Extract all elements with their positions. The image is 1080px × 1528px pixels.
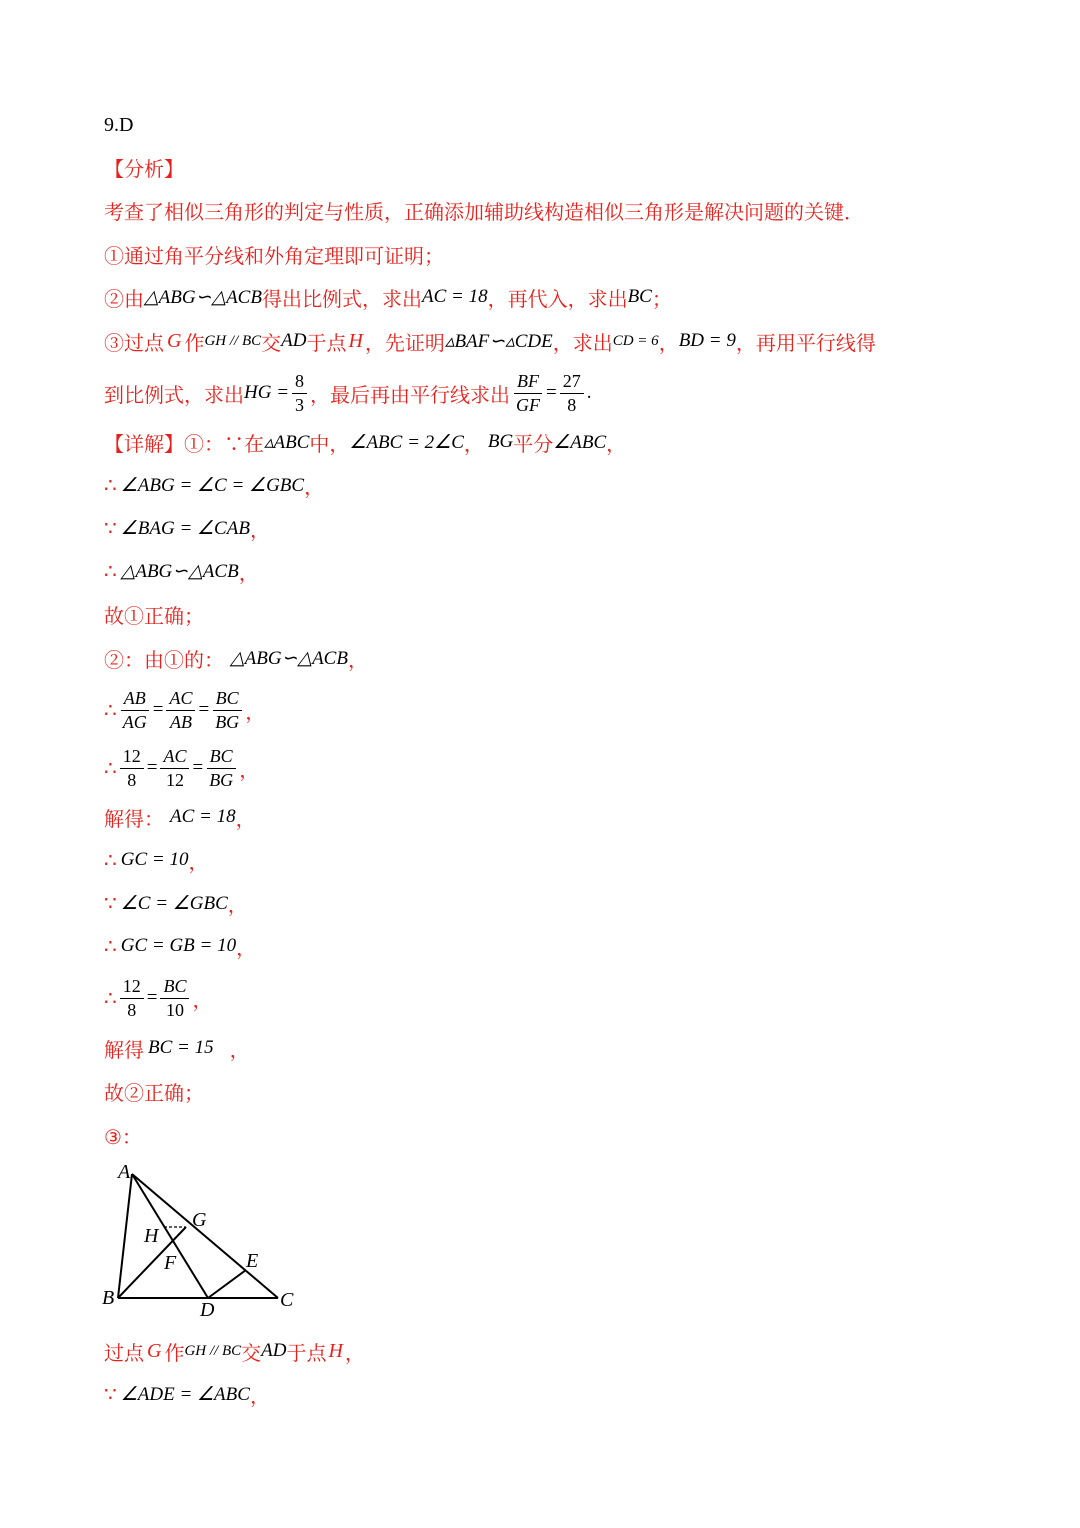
punctuation: ， (188, 849, 209, 874)
text-run: ②：由①的： (104, 647, 224, 672)
detail-line-3 (104, 508, 980, 548)
fraction-numerator: 8 (292, 371, 307, 394)
text-run: 交 (241, 1340, 262, 1365)
detail-line-13 (104, 972, 980, 1024)
fraction-numerator: BF (514, 371, 542, 394)
therefore-symbol: ∴ (104, 559, 117, 583)
text-run: ，再代入，求出 (487, 286, 628, 311)
equals-sign: = (146, 757, 158, 778)
math-similar-triangles: △ABG∽△ACB (144, 286, 262, 308)
punctuation: ， (347, 647, 368, 672)
math-gh-parallel-bc: GH // BC (184, 1342, 242, 1359)
answer-line (104, 105, 980, 145)
text-run: ③： (104, 1124, 142, 1149)
math-expression: △ABG∽△ACB (120, 560, 239, 582)
math-hg: HG = (244, 382, 290, 403)
therefore-symbol: ∴ (104, 848, 117, 872)
punctuation: ， (229, 1037, 250, 1062)
text-run: 解得 (104, 1037, 144, 1062)
segment-de (208, 1270, 246, 1298)
math-expression: ∠ADE = ∠ABC (120, 1383, 250, 1405)
text-run: 故①正确； (104, 603, 204, 628)
punctuation: ， (236, 935, 257, 960)
detail-line-12 (104, 926, 980, 966)
text-run: ②由 (104, 286, 144, 311)
geometry-figure (100, 1158, 310, 1328)
because-symbol: ∵ (104, 891, 117, 915)
label-e: E (246, 1250, 259, 1272)
text-run: 于点 (306, 330, 347, 355)
math-gh-parallel-bc: GH // BC (204, 332, 262, 349)
text-run: 故②正确； (104, 1080, 204, 1105)
detail-line-18 (104, 1374, 980, 1414)
fraction (160, 976, 189, 1020)
segment-ab (118, 1174, 132, 1298)
fraction-numerator: 12 (120, 746, 144, 769)
fraction-denominator: BG (215, 711, 240, 732)
therefore-symbol: ∴ (104, 934, 117, 958)
detail-line-10 (104, 840, 980, 880)
fraction-denominator: 3 (295, 394, 305, 415)
point-g: G (167, 329, 182, 352)
point-h: H (328, 1339, 343, 1362)
label-c: C (280, 1289, 294, 1311)
therefore-symbol: ∴ (104, 698, 117, 722)
fraction-denominator: AG (122, 711, 147, 732)
text-run: 得出比例式，求出 (261, 286, 422, 311)
text-run: 交 (261, 330, 282, 355)
math-expression: ∠BAG = ∠CAB (120, 517, 250, 539)
fraction-denominator: 8 (567, 394, 577, 415)
punctuation: ， (235, 806, 256, 831)
equals-sign: = (152, 699, 164, 720)
math-expression: GC = GB = 10 (120, 935, 237, 956)
text-run: ， (344, 1340, 365, 1365)
text-run: ，先证明 (364, 330, 445, 355)
text-run: ③过点 (104, 330, 164, 355)
detail-line-1 (104, 422, 980, 462)
detail-line-4 (104, 551, 980, 591)
analysis-intro-text: 考查了相似三角形的判定与性质，正确添加辅助线构造相似三角形是解决问题的关键． (104, 199, 864, 224)
therefore-symbol: ∴ (104, 756, 117, 780)
fraction-numerator: BC (213, 688, 242, 711)
fraction-denominator: 10 (165, 999, 184, 1020)
text-run: ， (658, 330, 679, 355)
text-run: 作 (184, 330, 205, 355)
fraction (166, 688, 195, 732)
math-bd-value: BD = 9 (678, 330, 736, 351)
text-run: ， (606, 431, 627, 456)
text-run: 作 (164, 1340, 185, 1365)
analysis-point-1-text: ①通过角平分线和外角定理即可证明； (104, 243, 444, 268)
equals-sign: = (546, 382, 557, 403)
fraction-numerator: 12 (120, 976, 144, 999)
math-expression: AC = 18 (170, 806, 236, 827)
fraction (120, 688, 150, 732)
point-h: H (348, 329, 363, 352)
math-similar-triangles-baf-cde: ▵BAF∽▵CDE (444, 330, 553, 352)
punctuation: ， (249, 517, 270, 542)
label-f: F (164, 1252, 177, 1274)
math-bg: BG (487, 431, 514, 452)
fraction (206, 746, 236, 790)
punctuation: ， (192, 987, 213, 1012)
label-a: A (118, 1161, 131, 1183)
text-run: 平分 (513, 431, 554, 456)
detail-line-11 (104, 883, 980, 923)
label-b: B (102, 1287, 115, 1309)
fraction (212, 688, 242, 732)
fraction-numerator: AC (166, 688, 195, 711)
punctuation: ， (239, 757, 260, 782)
text-run: ，求出 (552, 330, 613, 355)
punctuation: ， (249, 1383, 270, 1408)
because-symbol: ∵ (104, 516, 117, 540)
detail-line-7 (104, 684, 980, 736)
point-g: G (147, 1339, 162, 1362)
fraction-hg (292, 371, 307, 415)
fraction-numerator: BC (207, 746, 236, 769)
fraction-denominator: 8 (127, 769, 137, 790)
text-run: 于点 (286, 1340, 327, 1365)
text-run: 过点 (104, 1340, 144, 1365)
fraction-numerator: AC (160, 746, 189, 769)
math-expression: BC = 15 (148, 1037, 214, 1058)
fraction-numerator: 27 (560, 371, 584, 394)
label-g: G (192, 1209, 207, 1231)
fraction-numerator: BC (160, 976, 189, 999)
math-expression: △ABG∽△ACB (230, 647, 348, 669)
math-triangle-abc: ▵ABC (264, 431, 310, 453)
label-h: H (144, 1225, 159, 1247)
math-expression: ∠ABG = ∠C = ∠GBC (120, 474, 305, 496)
punctuation: ， (227, 892, 248, 917)
fraction (160, 746, 189, 790)
therefore-symbol: ∴ (104, 473, 117, 497)
math-bc: BC (627, 286, 652, 307)
text-run: ， (463, 431, 484, 456)
fraction-27-8 (560, 371, 584, 415)
math-angle-abc: ∠ABC (553, 431, 607, 453)
fraction-denominator: BG (209, 769, 234, 790)
equals-sign: = (192, 757, 204, 778)
analysis-point-4 (104, 368, 980, 418)
fraction-denominator: GF (516, 394, 541, 415)
text-run: 解得： (104, 806, 164, 831)
analysis-point-1 (104, 234, 980, 274)
detail-line-5 (104, 594, 980, 634)
math-cd-value: CD = 6 (612, 332, 659, 349)
fraction-denominator: 8 (127, 999, 137, 1020)
answer-label: 9.D (104, 113, 134, 136)
text-run: 到比例式，求出 (104, 382, 244, 407)
text-run: 【详解】①：∵在 (104, 431, 264, 456)
detail-line-17 (104, 1331, 980, 1371)
because-symbol: ∵ (104, 1382, 117, 1406)
equals-sign: = (146, 987, 158, 1008)
punctuation: ， (304, 474, 325, 499)
punctuation: ， (238, 560, 259, 585)
period: . (586, 382, 592, 403)
math-expression: GC = 10 (120, 849, 189, 870)
analysis-heading (104, 147, 980, 187)
fraction-numerator: AB (121, 688, 149, 711)
fraction-denominator: AB (169, 711, 192, 732)
analysis-point-3 (104, 321, 980, 361)
detail-line-2 (104, 465, 980, 505)
text-run: ； (651, 286, 672, 311)
text-run: ，最后再由平行线求出 (310, 382, 511, 407)
therefore-symbol: ∴ (104, 986, 117, 1010)
detail-line-15 (104, 1071, 980, 1111)
text-run: 中， (309, 431, 350, 456)
fraction (120, 746, 144, 790)
math-angle-relation: ∠ABC = 2∠C (349, 431, 464, 453)
fraction-bf-gf (513, 371, 543, 415)
text-run: ，再用平行线得 (735, 330, 876, 355)
label-d: D (200, 1299, 215, 1321)
math-ad: AD (261, 1340, 287, 1361)
fraction-denominator: 12 (165, 769, 184, 790)
math-expression: ∠C = ∠GBC (120, 892, 228, 914)
detail-line-16 (104, 1115, 980, 1155)
punctuation: ， (245, 699, 266, 724)
math-ac-value: AC = 18 (421, 286, 488, 307)
fraction (120, 976, 144, 1020)
detail-line-14 (104, 1028, 980, 1068)
detail-line-6 (104, 638, 980, 678)
analysis-intro (104, 190, 980, 230)
analysis-heading-text: 【分析】 (104, 156, 184, 181)
detail-line-8 (104, 742, 980, 794)
detail-line-9 (104, 797, 980, 837)
analysis-point-2 (104, 277, 980, 317)
equals-sign: = (198, 699, 210, 720)
math-ad: AD (281, 330, 307, 351)
